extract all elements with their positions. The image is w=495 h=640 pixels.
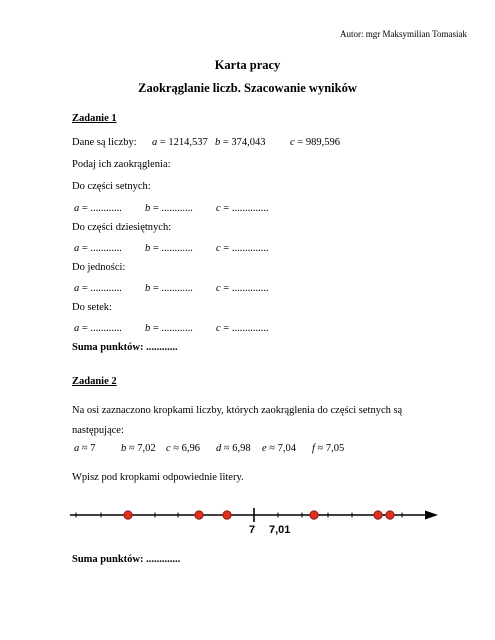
dot-marker <box>195 511 203 519</box>
blank-c-tenths[interactable]: c = .............. <box>216 243 269 254</box>
task2-heading: Zadanie 2 <box>72 376 117 387</box>
task2-instruction: Wpisz pod kropkami odpowiednie litery. <box>72 472 244 483</box>
blank-b-units[interactable]: b = ............ <box>145 283 193 294</box>
given-c: c = 989,596 <box>290 137 340 148</box>
axis-label-7: 7 <box>249 524 256 536</box>
blank-b-tenths[interactable]: b = ............ <box>145 243 193 254</box>
blank-c-hundredths[interactable]: c = .............. <box>216 203 269 214</box>
level-hundreds: Do setek: <box>72 302 112 313</box>
worksheet-title: Karta pracy <box>214 58 281 72</box>
blank-b-hundredths[interactable]: b = ............ <box>145 203 193 214</box>
blank-a-tenths[interactable]: a = ............ <box>74 243 122 254</box>
number-line <box>0 500 495 544</box>
value-e: e ≈ 7,04 <box>262 443 297 454</box>
task1-heading: Zadanie 1 <box>72 113 117 124</box>
given-b: b = 374,043 <box>215 137 266 148</box>
given-numbers-label: Dane są liczby: <box>72 137 137 148</box>
blank-c-hundreds[interactable]: c = .............. <box>216 323 269 334</box>
level-tenths: Do części dziesiętnych: <box>72 222 172 233</box>
blank-a-units[interactable]: a = ............ <box>74 283 122 294</box>
value-f: f ≈ 7,05 <box>312 443 345 454</box>
dot-marker <box>124 511 132 519</box>
value-b: b ≈ 7,02 <box>121 443 156 454</box>
dot-marker <box>223 511 231 519</box>
value-a: a ≈ 7 <box>74 443 96 454</box>
value-d: d ≈ 6,98 <box>216 443 251 454</box>
given-a: a = 1214,537 <box>152 137 208 148</box>
task2-text-line1: Na osi zaznaczono kropkami liczby, których zaokrąglenia do części setnych są <box>72 405 403 416</box>
task1-points[interactable]: Suma punktów: ............ <box>72 342 178 353</box>
dot-marker <box>374 511 382 519</box>
task2-points[interactable]: Suma punktów: ............. <box>72 554 181 565</box>
value-c: c ≈ 6,96 <box>166 443 201 454</box>
blank-b-hundreds[interactable]: b = ............ <box>145 323 193 334</box>
task2-text-line2: następujące: <box>72 425 124 436</box>
author-line: Autor: mgr Maksymilian Tomasiak <box>340 29 467 39</box>
level-units: Do jedności: <box>72 262 126 273</box>
blank-c-units[interactable]: c = .............. <box>216 283 269 294</box>
blank-a-hundredths[interactable]: a = ............ <box>74 203 122 214</box>
axis-arrowhead <box>425 511 438 520</box>
dot-marker <box>310 511 318 519</box>
axis-label-701: 7,01 <box>269 524 291 536</box>
level-hundredths: Do części setnych: <box>72 181 151 192</box>
worksheet-subtitle: Zaokrąglanie liczb. Szacowanie wyników <box>138 81 357 95</box>
rounding-instruction: Podaj ich zaokrąglenia: <box>72 159 171 170</box>
blank-a-hundreds[interactable]: a = ............ <box>74 323 122 334</box>
dot-marker <box>386 511 394 519</box>
